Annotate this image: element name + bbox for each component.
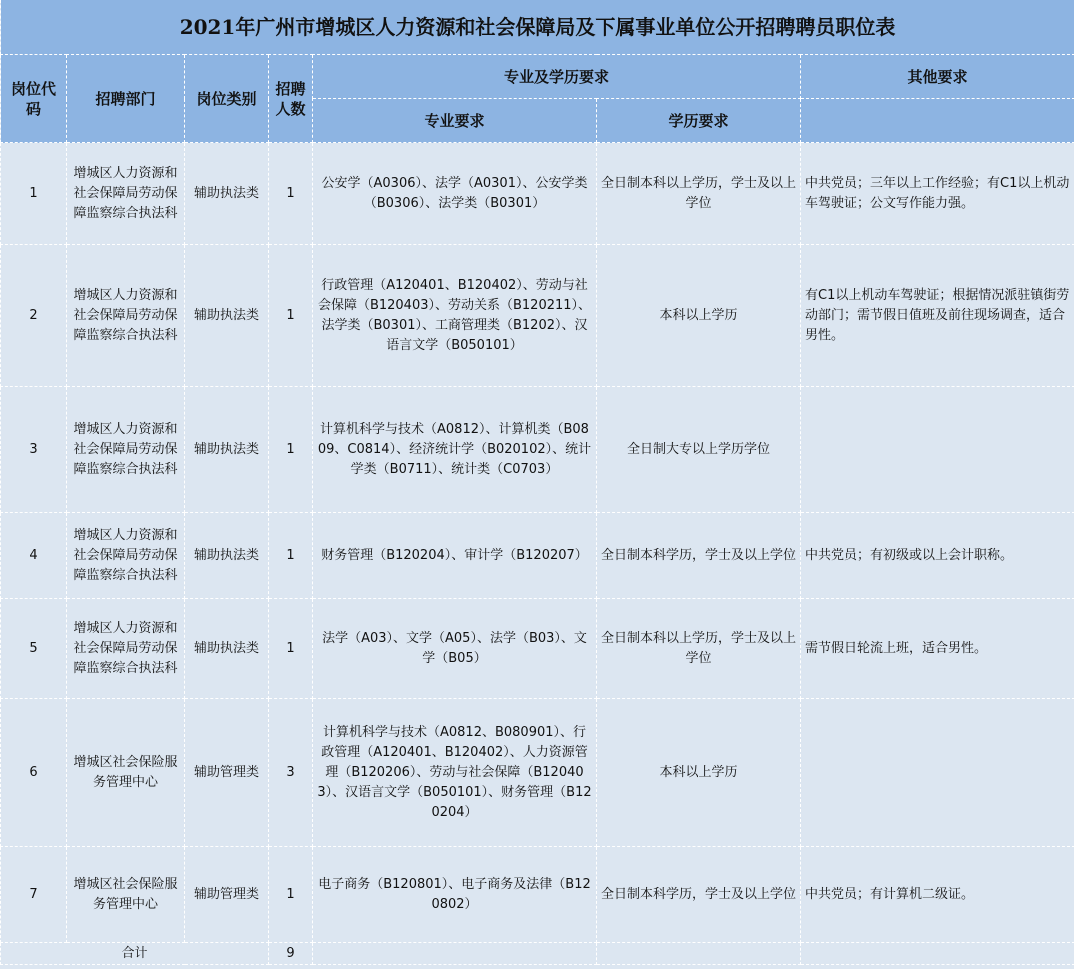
cell-edu: 全日制大专以上学历学位 xyxy=(597,387,801,513)
total-count: 9 xyxy=(269,943,313,965)
cell-count: 1 xyxy=(269,245,313,387)
header-other: 其他要求 xyxy=(801,55,1074,99)
cell-code: 2 xyxy=(1,245,67,387)
cell-category: 辅助管理类 xyxy=(185,699,269,847)
cell-other: 需节假日轮流上班，适合男性。 xyxy=(801,599,1074,699)
header-code: 岗位代码 xyxy=(1,55,67,143)
cell-code: 6 xyxy=(1,699,67,847)
table-row xyxy=(1,387,1074,513)
cell-dept: 增城区人力资源和社会保障局劳动保障监察综合执法科 xyxy=(67,599,185,699)
cell-other xyxy=(801,387,1074,513)
header-major: 专业要求 xyxy=(313,99,597,143)
cell-code: 7 xyxy=(1,847,67,943)
cell-count: 1 xyxy=(269,513,313,599)
total-blank xyxy=(313,943,597,965)
total-blank xyxy=(597,943,801,965)
cell-count: 1 xyxy=(269,143,313,245)
table-row xyxy=(1,513,1074,599)
total-label: 合计 xyxy=(1,943,269,965)
cell-dept: 增城区人力资源和社会保障局劳动保障监察综合执法科 xyxy=(67,387,185,513)
cell-count: 1 xyxy=(269,847,313,943)
table-row xyxy=(1,699,1074,847)
cell-major: 计算机科学与技术（A0812）、计算机类（B0809、C0814）、经济统计学（B020102）、统计学类（B0711）、统计类（C0703） xyxy=(313,387,597,513)
cell-count: 3 xyxy=(269,699,313,847)
cell-major: 法学（A03）、文学（A05）、法学（B03）、文学（B05） xyxy=(313,599,597,699)
cell-count: 1 xyxy=(269,599,313,699)
header-dept: 招聘部门 xyxy=(67,55,185,143)
cell-other xyxy=(801,699,1074,847)
cell-major: 电子商务（B120801）、电子商务及法律（B120802） xyxy=(313,847,597,943)
header-major-edu-group: 专业及学历要求 xyxy=(313,55,801,99)
cell-edu: 全日制本科学历，学士及以上学位 xyxy=(597,847,801,943)
cell-dept: 增城区社会保险服务管理中心 xyxy=(67,699,185,847)
cell-code: 5 xyxy=(1,599,67,699)
table-row xyxy=(1,599,1074,699)
header-category: 岗位类别 xyxy=(185,55,269,143)
total-row xyxy=(1,943,1074,965)
page-title: 2021年广州市增城区人力资源和社会保障局及下属事业单位公开招聘聘员职位表 xyxy=(1,0,1074,55)
cell-category: 辅助执法类 xyxy=(185,245,269,387)
cell-dept: 增城区社会保险服务管理中心 xyxy=(67,847,185,943)
cell-edu: 本科以上学历 xyxy=(597,245,801,387)
cell-category: 辅助管理类 xyxy=(185,847,269,943)
total-blank xyxy=(801,943,1074,965)
cell-dept: 增城区人力资源和社会保障局劳动保障监察综合执法科 xyxy=(67,245,185,387)
cell-category: 辅助执法类 xyxy=(185,143,269,245)
cell-major: 行政管理（A120401、B120402）、劳动与社会保障（B120403）、劳动关系（B120211）、法学类（B0301）、工商管理类（B1202）、汉语言文学（B050101） xyxy=(313,245,597,387)
cell-edu: 全日制本科以上学历，学士及以上学位 xyxy=(597,599,801,699)
header-other-blank xyxy=(801,99,1074,143)
cell-other: 中共党员；有计算机二级证。 xyxy=(801,847,1074,943)
cell-category: 辅助执法类 xyxy=(185,513,269,599)
cell-code: 3 xyxy=(1,387,67,513)
cell-major: 公安学（A0306）、法学（A0301）、公安学类（B0306）、法学类（B0301） xyxy=(313,143,597,245)
table-row xyxy=(1,847,1074,943)
cell-other: 中共党员；三年以上工作经验；有C1以上机动车驾驶证；公文写作能力强。 xyxy=(801,143,1074,245)
header-edu: 学历要求 xyxy=(597,99,801,143)
cell-code: 1 xyxy=(1,143,67,245)
cell-code: 4 xyxy=(1,513,67,599)
cell-count: 1 xyxy=(269,387,313,513)
cell-major: 财务管理（B120204）、审计学（B120207） xyxy=(313,513,597,599)
cell-edu: 全日制本科以上学历，学士及以上学位 xyxy=(597,143,801,245)
table-row xyxy=(1,143,1074,245)
header-count: 招聘人数 xyxy=(269,55,313,143)
cell-dept: 增城区人力资源和社会保障局劳动保障监察综合执法科 xyxy=(67,143,185,245)
cell-edu: 全日制本科学历，学士及以上学位 xyxy=(597,513,801,599)
cell-major: 计算机科学与技术（A0812、B080901）、行政管理（A120401、B120402）、人力资源管理（B120206）、劳动与社会保障（B120403）、汉语言文学（B050101）、财务管理（B120204） xyxy=(313,699,597,847)
cell-other: 有C1以上机动车驾驶证；根据情况派驻镇街劳动部门；需节假日值班及前往现场调查，适合男性。 xyxy=(801,245,1074,387)
table-row xyxy=(1,245,1074,387)
cell-category: 辅助执法类 xyxy=(185,387,269,513)
cell-other: 中共党员；有初级或以上会计职称。 xyxy=(801,513,1074,599)
cell-dept: 增城区人力资源和社会保障局劳动保障监察综合执法科 xyxy=(67,513,185,599)
cell-edu: 本科以上学历 xyxy=(597,699,801,847)
cell-category: 辅助执法类 xyxy=(185,599,269,699)
